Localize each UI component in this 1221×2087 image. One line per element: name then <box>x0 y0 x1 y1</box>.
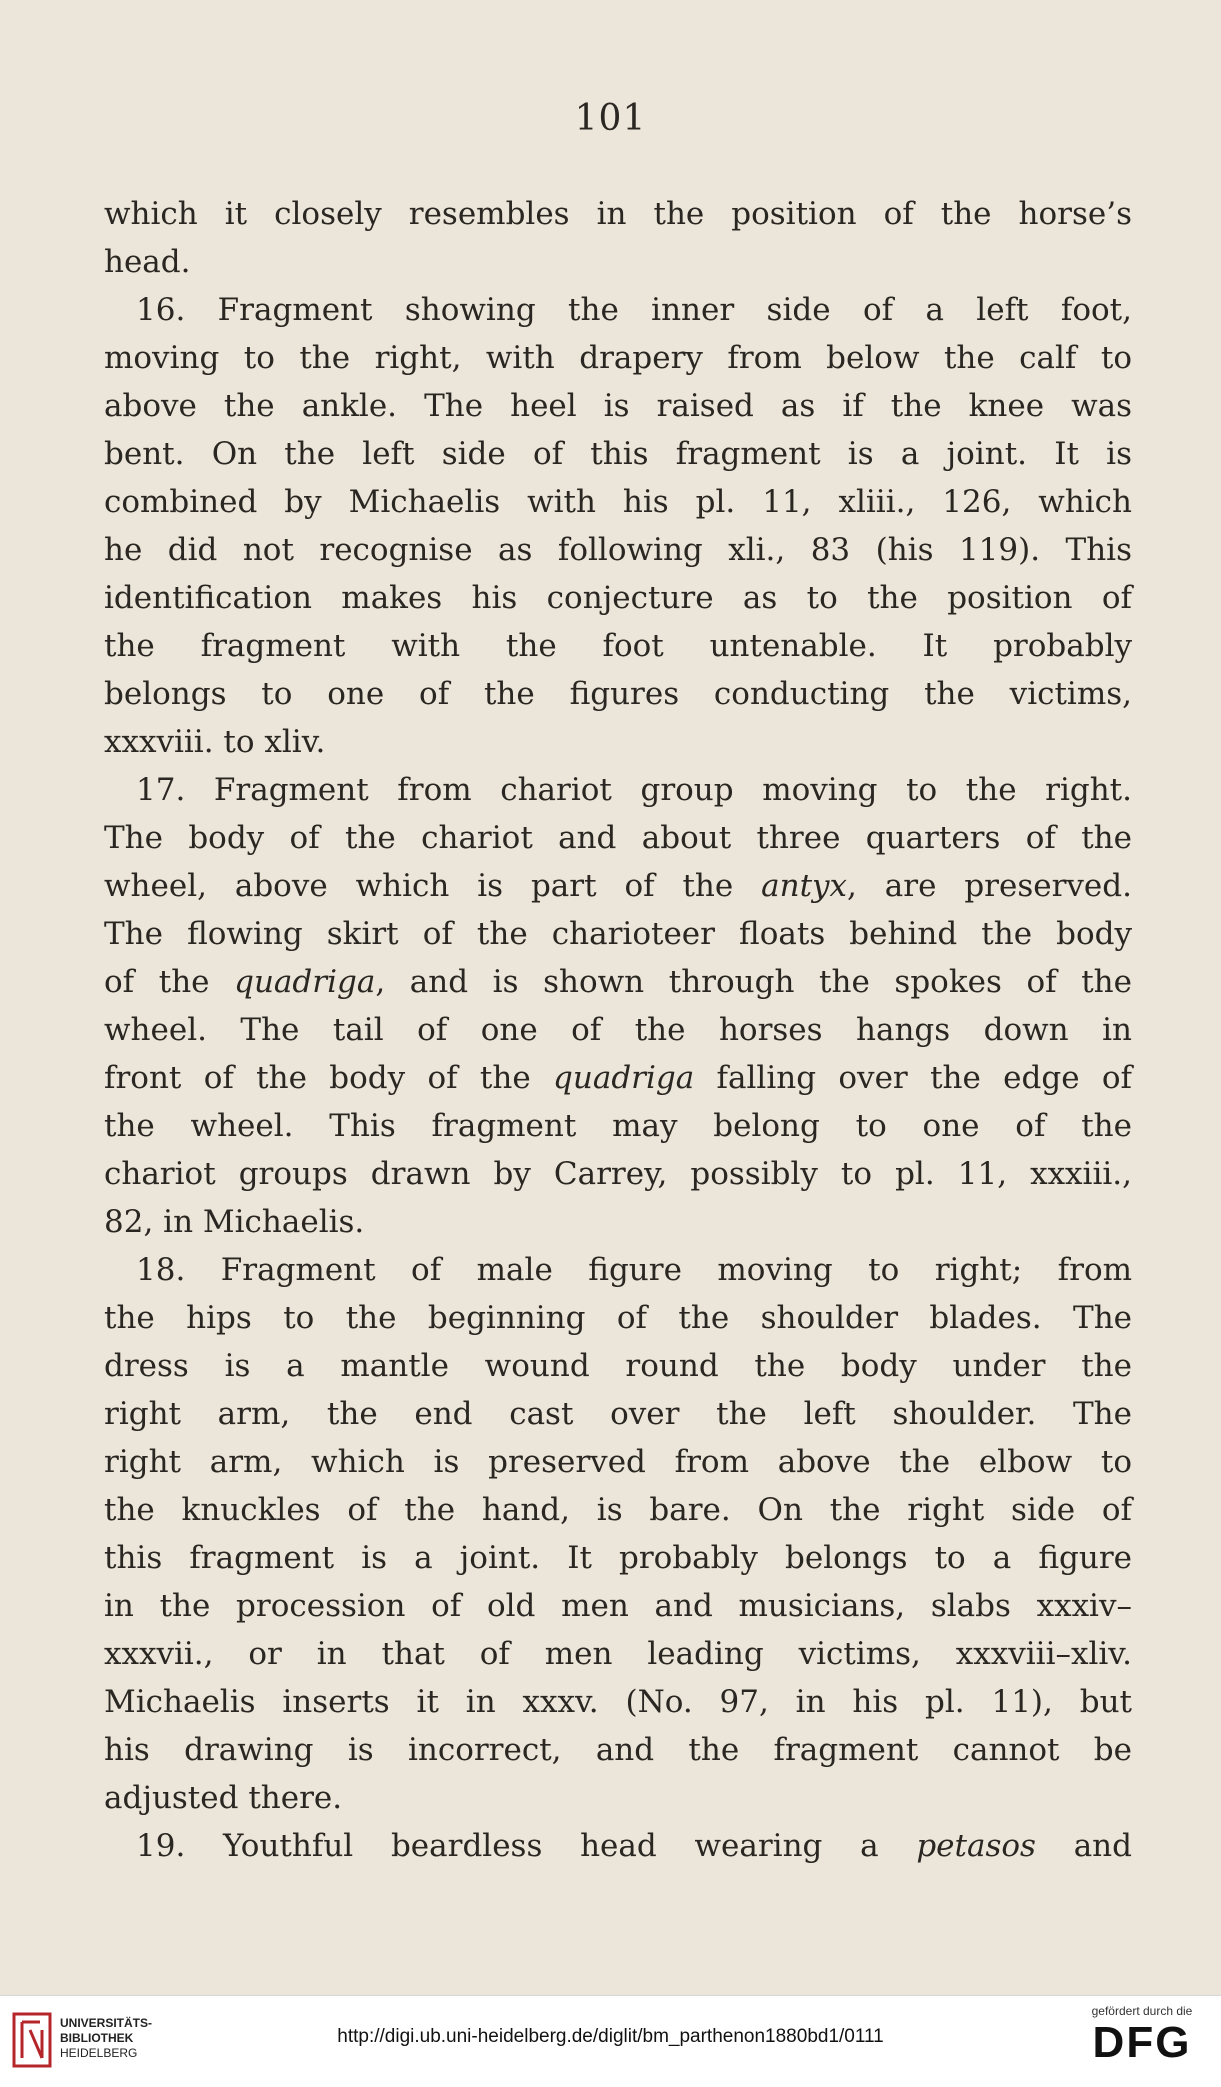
text-line: this fragment is a joint. It probably belongs to a figure <box>104 1540 1132 1576</box>
text-line: belongs to one of the figures conducting the victims, <box>104 676 1132 712</box>
text-line: The body of the chariot and about three quarters of the <box>104 820 1132 856</box>
text-line <box>104 1822 1132 1870</box>
text-segment: and <box>1035 1828 1132 1864</box>
text-segment: wheel, above which is part of the <box>104 868 762 904</box>
text-line <box>104 862 1132 910</box>
text-line: the wheel. This fragment may belong to one of the <box>104 1108 1132 1144</box>
text-line: the knuckles of the hand, is bare. On the right side of <box>104 1492 1132 1528</box>
viewer-footer <box>0 1995 1221 2087</box>
italic-term: quadriga <box>553 1060 695 1096</box>
text-line: he did not recognise as following xli., 83 (his 119). This <box>104 532 1132 568</box>
text-line: xxxviii. to xliv. <box>104 724 326 760</box>
italic-term: quadriga <box>234 964 376 1000</box>
text-line: right arm, the end cast over the left shoulder. The <box>104 1396 1132 1432</box>
text-line: the fragment with the foot untenable. It probably <box>104 628 1132 664</box>
text-line: in the procession of old men and musicians, slabs xxxiv– <box>104 1588 1132 1624</box>
funding-text: gefördert durch die <box>1091 2004 1193 2018</box>
text-line: The flowing skirt of the charioteer floats behind the body <box>104 916 1132 952</box>
text-line: head. <box>104 244 191 280</box>
text-line: Michaelis inserts it in xxxv. (No. 97, in his pl. 11), but <box>104 1684 1132 1720</box>
text-line: identification makes his conjecture as to the position of <box>104 580 1132 616</box>
text-line: 18. Fragment of male figure moving to right; from <box>136 1252 1132 1288</box>
text-line: right arm, which is preserved from above the elbow to <box>104 1444 1132 1480</box>
text-line: combined by Michaelis with his pl. 11, xliii., 126, which <box>104 484 1132 520</box>
library-line-3: HEIDELBERG <box>60 2046 138 2060</box>
text-line: adjusted there. <box>104 1780 343 1816</box>
text-line: 16. Fragment showing the inner side of a left foot, <box>136 292 1132 328</box>
italic-term: antyx <box>761 868 848 904</box>
text-line: wheel. The tail of one of the horses hangs down in <box>104 1012 1132 1048</box>
permalink-url[interactable]: http://digi.ub.uni-heidelberg.de/diglit/bm_parthenon1880bd1/0111 <box>337 2026 884 2047</box>
text-line: above the ankle. The heel is raised as if the knee was <box>104 388 1132 424</box>
italic-term: petasos <box>916 1828 1036 1864</box>
text-line: xxxvii., or in that of men leading victims, xxxviii–xliv. <box>104 1636 1132 1672</box>
text-segment: 19. Youthful beardless head wearing a <box>136 1828 917 1864</box>
text-line <box>104 1054 1132 1102</box>
text-line: chariot groups drawn by Carrey, possibly to pl. 11, xxxiii., <box>104 1156 1132 1192</box>
text-segment: of the <box>104 964 235 1000</box>
text-segment: , and is shown through the spokes of the <box>375 964 1132 1000</box>
dfg-logo-text: DFG <box>1092 2018 1192 2067</box>
dfg-logo[interactable] <box>1077 2004 1207 2066</box>
text-line: 17. Fragment from chariot group moving to the right. <box>136 772 1132 808</box>
text-line: the hips to the beginning of the shoulder blades. The <box>104 1300 1132 1336</box>
text-line: his drawing is incorrect, and the fragment cannot be <box>104 1732 1132 1768</box>
text-line: dress is a mantle wound round the body under the <box>104 1348 1132 1384</box>
text-segment: falling over the edge of <box>694 1060 1133 1096</box>
text-segment: front of the body of the <box>104 1060 554 1096</box>
page-number: 101 <box>574 98 647 139</box>
text-line: which it closely resembles in the position of the horse’s <box>104 196 1132 232</box>
text-line: bent. On the left side of this fragment is a joint. It is <box>104 436 1132 472</box>
text-segment: , are preserved. <box>847 868 1132 904</box>
text-line: moving to the right, with drapery from below the calf to <box>104 340 1132 376</box>
text-line <box>104 958 1132 1006</box>
library-line-1: UNIVERSITÄTS- <box>60 2016 153 2030</box>
library-line-2: BIBLIOTHEK <box>60 2031 134 2045</box>
text-line: 82, in Michaelis. <box>104 1204 365 1240</box>
body-text <box>104 190 1132 1870</box>
